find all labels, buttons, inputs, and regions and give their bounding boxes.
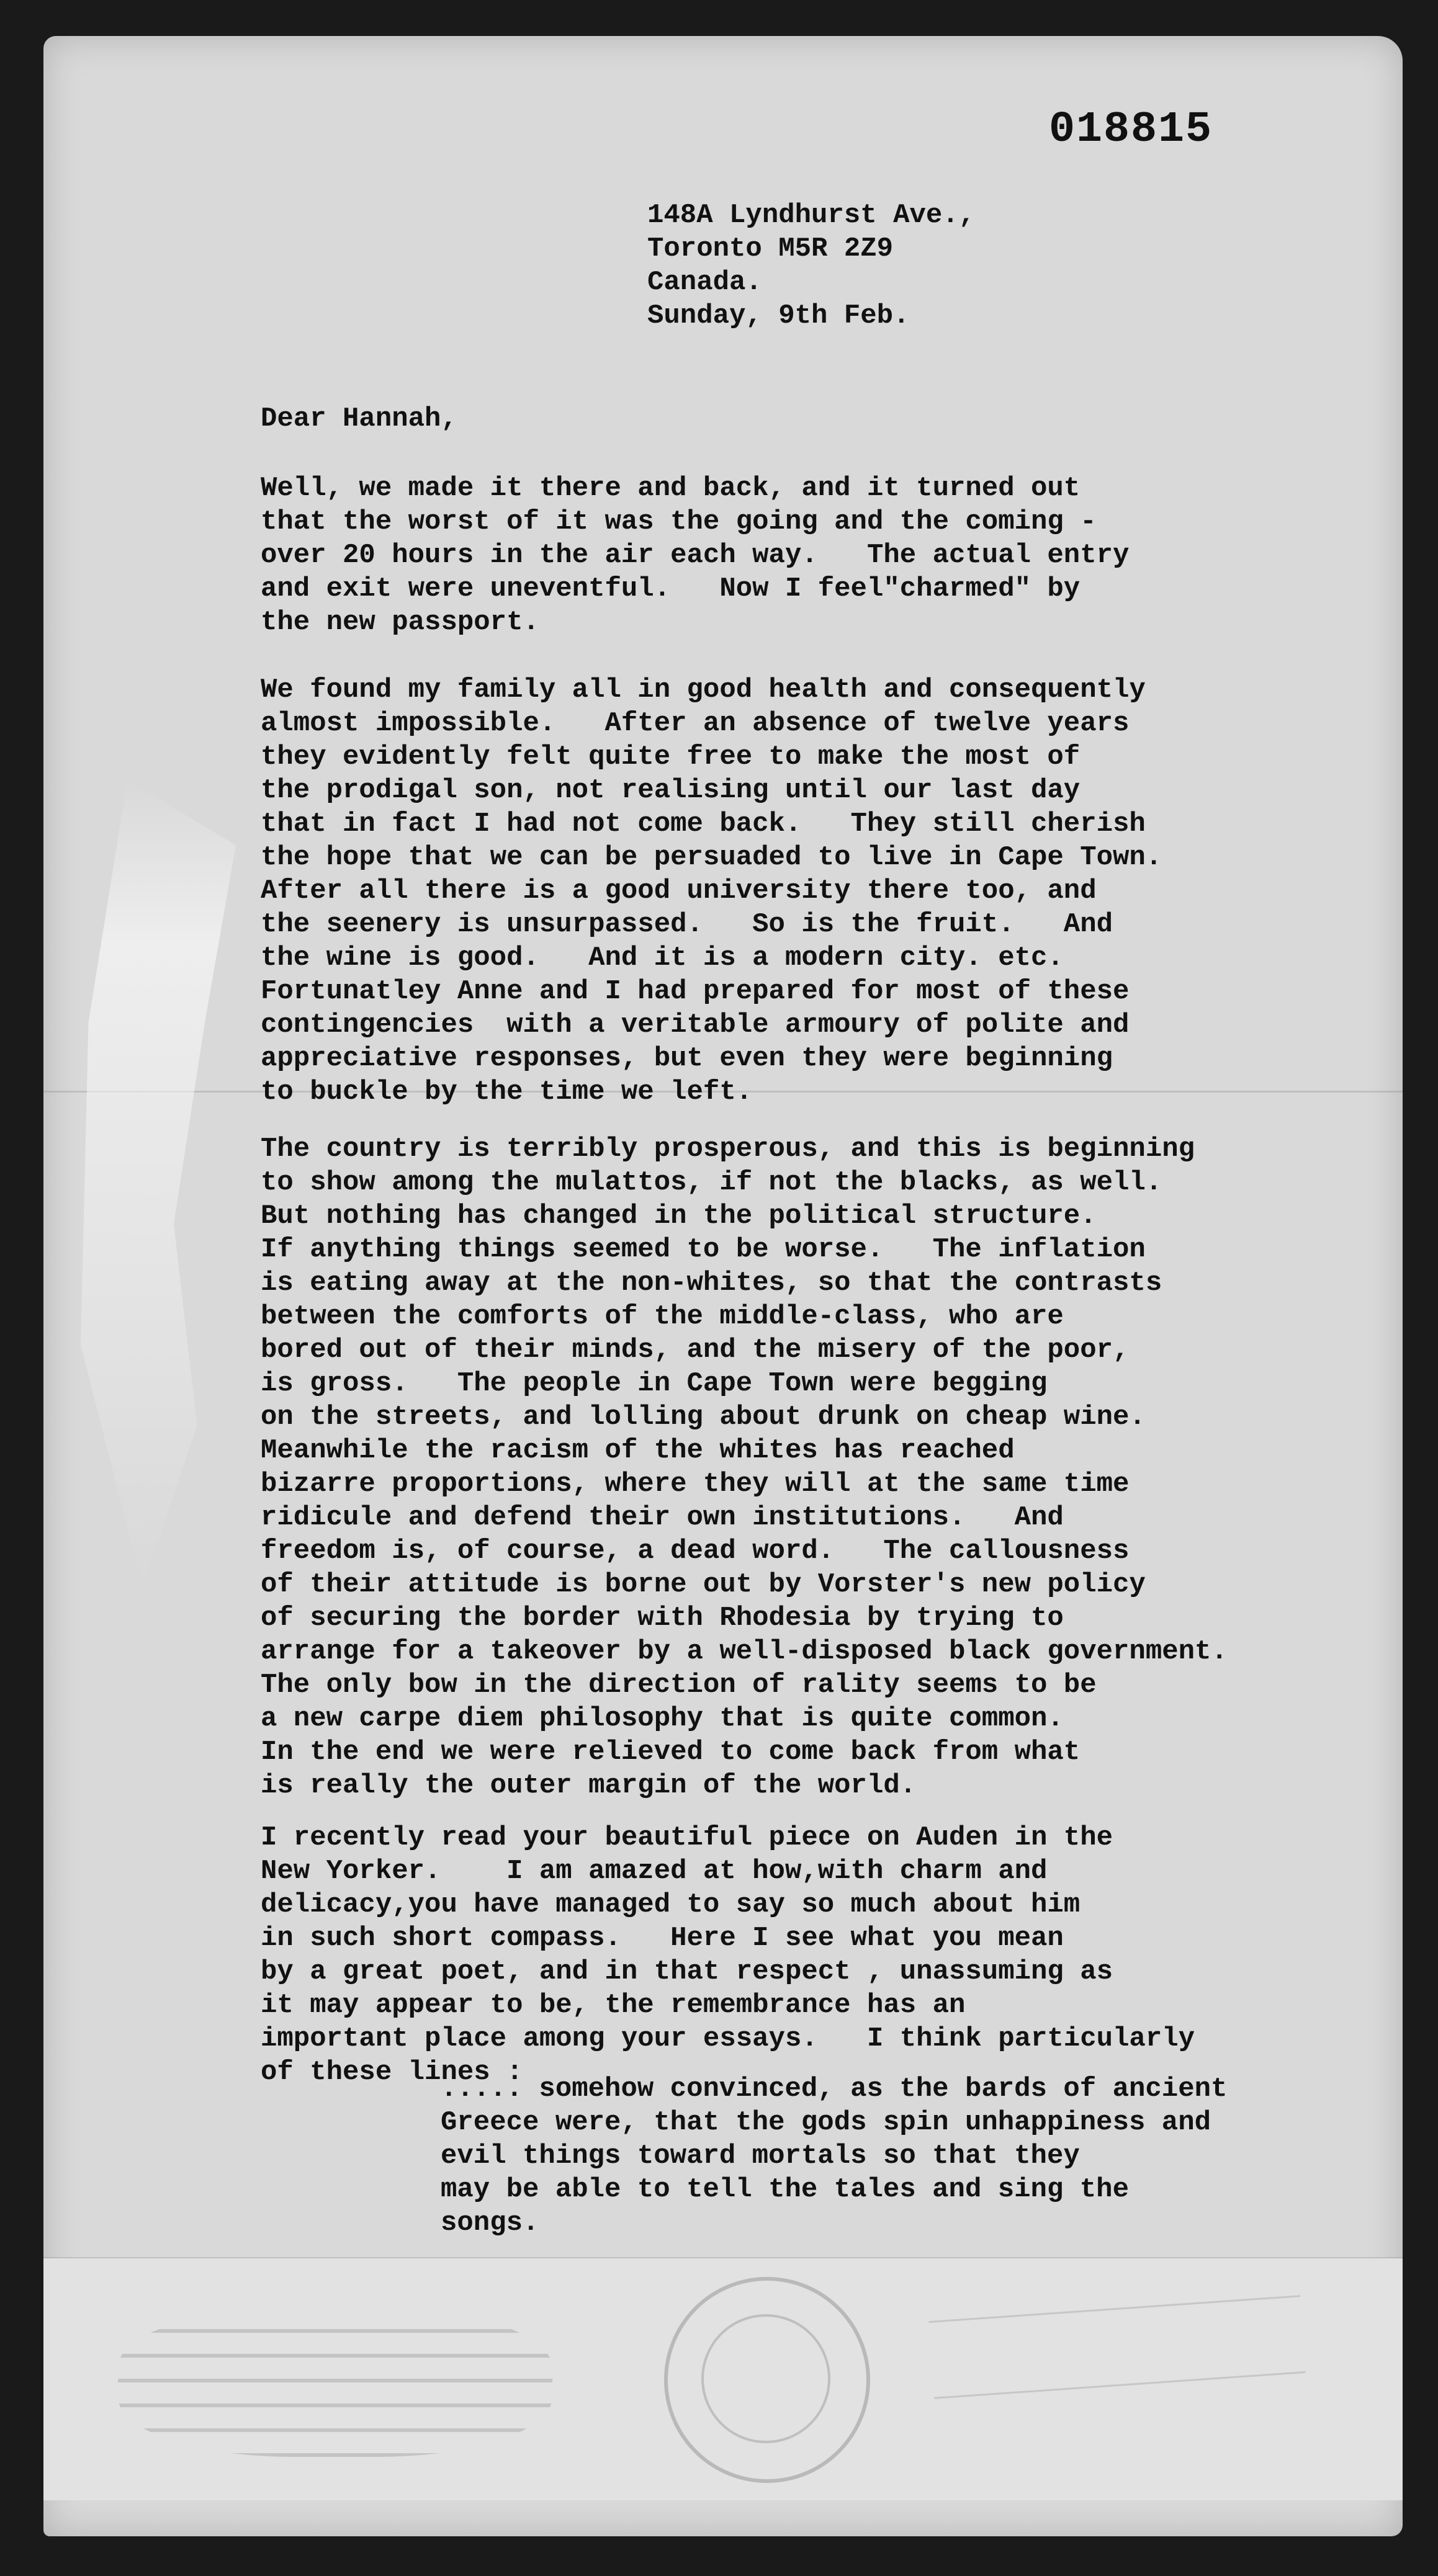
paragraph-2 xyxy=(261,673,1390,1109)
quote-line: evil things toward mortals so that they xyxy=(441,2140,1080,2171)
text-line: to show among the mulattos, if not the blacks, as well. xyxy=(261,1167,1162,1198)
text-line: freedom is, of course, a dead word. The callousness xyxy=(261,1536,1130,1567)
block-quote xyxy=(441,2072,1403,2240)
text-line: In the end we were relieved to come back from what xyxy=(261,1737,1081,1768)
text-line: a new carpe diem philosophy that is quite common. xyxy=(261,1703,1064,1734)
text-line: and exit were uneventful. Now I feel"charmed" by xyxy=(261,573,1081,604)
text-line: is eating away at the non-whites, so that the contrasts xyxy=(261,1268,1162,1299)
text-line: by a great poet, and in that respect , unassuming as xyxy=(261,1956,1113,1987)
document-number: 018815 xyxy=(1049,105,1213,154)
quote-line: ..... somehow convinced, as the bards of ancient xyxy=(441,2073,1228,2104)
text-line: But nothing has changed in the political structure. xyxy=(261,1201,1097,1232)
text-line: they evidently felt quite free to make the most of xyxy=(261,741,1081,772)
text-line: the hope that we can be persuaded to live in Cape Town. xyxy=(261,842,1162,873)
address-line: 148A Lyndhurst Ave., xyxy=(647,200,976,231)
text-line: that the worst of it was the going and the coming - xyxy=(261,506,1097,537)
quote-line: Greece were, that the gods spin unhappiness and xyxy=(441,2107,1211,2138)
quote-line: songs. xyxy=(441,2207,539,2238)
sender-address xyxy=(647,199,975,333)
text-line: of securing the border with Rhodesia by trying to xyxy=(261,1603,1064,1634)
text-line: to buckle by the time we left. xyxy=(261,1076,753,1107)
text-line: on the streets, and lolling about drunk on cheap wine. xyxy=(261,1402,1146,1433)
text-line: bored out of their minds, and the misery of the poor, xyxy=(261,1335,1130,1366)
text-line: the wine is good. And it is a modern city. etc. xyxy=(261,942,1064,973)
address-line: Canada. xyxy=(647,267,762,298)
address-line: Sunday, 9th Feb. xyxy=(647,300,910,331)
salutation: Dear Hannah, xyxy=(261,403,457,434)
postal-cancellation-lines xyxy=(118,2308,552,2457)
text-line: almost impossible. After an absence of twelve years xyxy=(261,708,1130,739)
text-line: between the comforts of the middle-class, who are xyxy=(261,1301,1064,1332)
text-line: New Yorker. I am amazed at how,with charm and xyxy=(261,1856,1048,1887)
text-line: The country is terribly prosperous, and this is beginning xyxy=(261,1134,1195,1165)
text-line: important place among your essays. I think particularly xyxy=(261,2023,1195,2054)
text-line: I recently read your beautiful piece on Auden in the xyxy=(261,1822,1113,1853)
postmark-inner-ring xyxy=(701,2314,830,2443)
paper-tear-mark xyxy=(81,780,236,1587)
text-line: that in fact I had not come back. They still cherish xyxy=(261,808,1146,839)
paragraph-3 xyxy=(261,1132,1390,1802)
paragraph-4 xyxy=(261,1821,1390,2089)
text-line: in such short compass. Here I see what you mean xyxy=(261,1923,1064,1954)
quote-line: may be able to tell the tales and sing the xyxy=(441,2174,1129,2205)
text-line: If anything things seemed to be worse. The inflation xyxy=(261,1234,1146,1265)
text-line: We found my family all in good health and consequently xyxy=(261,674,1146,705)
text-line: contingencies with a veritable armoury of polite and xyxy=(261,1009,1130,1040)
text-line: the prodigal son, not realising until our last day xyxy=(261,775,1081,806)
text-line: the new passport. xyxy=(261,607,539,638)
text-line: Fortunatley Anne and I had prepared for most of these xyxy=(261,976,1130,1007)
text-line: of these lines : xyxy=(261,2057,523,2088)
address-line: Toronto M5R 2Z9 xyxy=(647,233,894,264)
text-line: over 20 hours in the air each way. The actual entry xyxy=(261,540,1130,571)
text-line: Meanwhile the racism of the whites has reached xyxy=(261,1435,1015,1466)
text-line: delicacy,you have managed to say so much about him xyxy=(261,1889,1081,1920)
paragraph-1 xyxy=(261,472,1390,639)
text-line: appreciative responses, but even they were beginning xyxy=(261,1043,1113,1074)
text-line: of their attitude is borne out by Vorster's new policy xyxy=(261,1569,1146,1600)
text-line: is gross. The people in Cape Town were begging xyxy=(261,1368,1048,1399)
text-line: is really the outer margin of the world. xyxy=(261,1770,917,1801)
text-line: the seenery is unsurpassed. So is the fruit. And xyxy=(261,909,1113,940)
text-line: bizarre proportions, where they will at the same time xyxy=(261,1469,1130,1500)
text-line: ridicule and defend their own institutions. And xyxy=(261,1502,1064,1533)
text-line: After all there is a good university there too, and xyxy=(261,875,1097,906)
text-line: Well, we made it there and back, and it turned out xyxy=(261,473,1081,504)
text-line: it may appear to be, the remembrance has an xyxy=(261,1990,966,2021)
text-line: The only bow in the direction of rality seems to be xyxy=(261,1670,1097,1701)
text-line: arrange for a takeover by a well-disposed black government. xyxy=(261,1636,1228,1667)
